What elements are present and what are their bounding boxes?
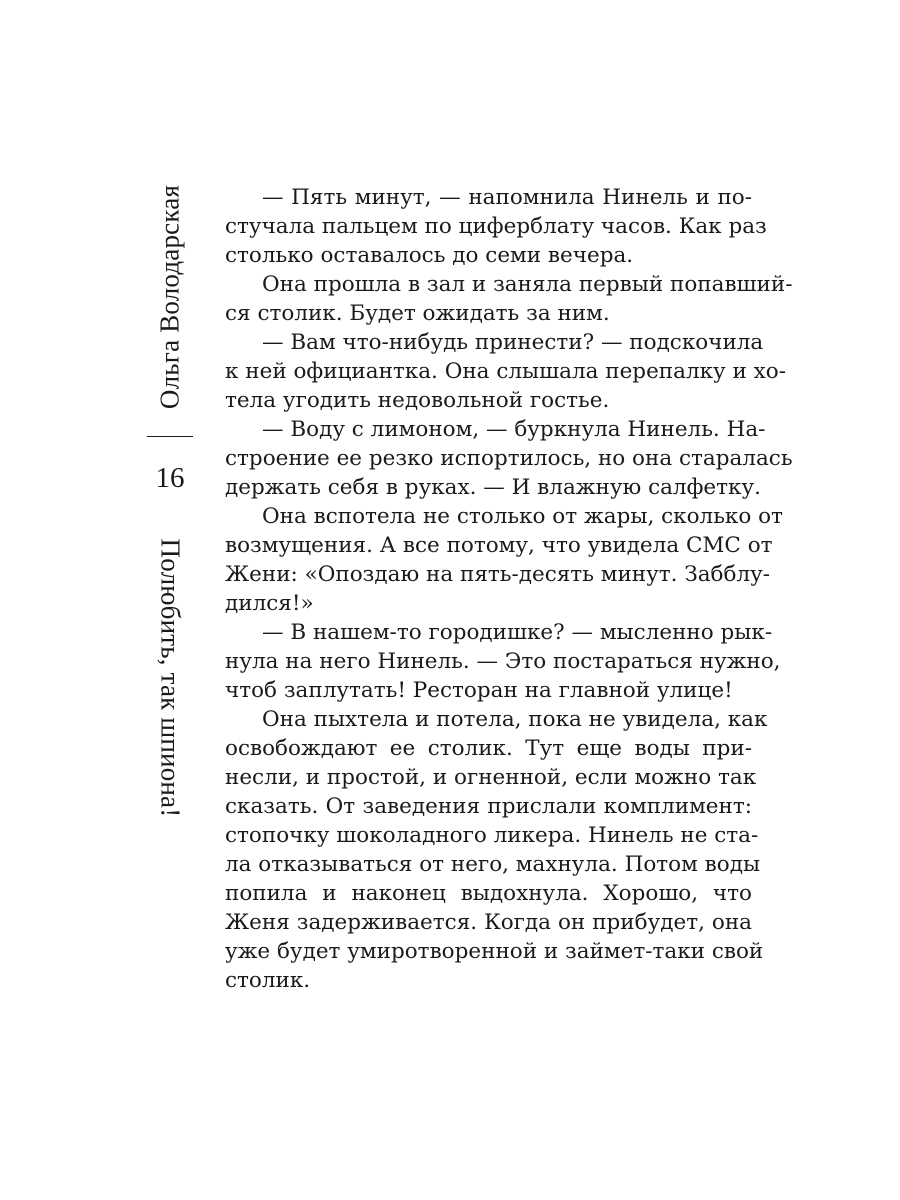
text-line: ся столик. Будет ожидать за ним. bbox=[225, 301, 610, 326]
text-line: дился!» bbox=[225, 591, 314, 616]
author-name: Ольга Володарская bbox=[154, 184, 185, 410]
text-line: — Воду с лимоном, — буркнула Нинель. На- bbox=[262, 417, 766, 442]
text-line: держать себя в руках. — И влажную салфетку. bbox=[225, 475, 761, 500]
text-line: Жени: «Опоздаю на пять-десять минут. Забблу- bbox=[225, 562, 771, 587]
body-text bbox=[225, 183, 793, 995]
text-line: Она вспотела не столько от жары, сколько от bbox=[262, 504, 783, 529]
text-line: к ней официантка. Она слышала перепалку и хо- bbox=[225, 359, 787, 384]
text-line: столик. bbox=[225, 968, 311, 993]
text-line: чтоб заплутать! Ресторан на главной улице! bbox=[225, 678, 733, 703]
text-line: уже будет умиротворенной и займет-таки свой bbox=[225, 939, 764, 964]
text-line: освобождают ее столик. Тут еще воды при- bbox=[225, 736, 752, 761]
text-line: столько оставалось до семи вечера. bbox=[225, 243, 634, 268]
text-line: стопочку шоколадного ликера. Нинель не ста- bbox=[225, 823, 759, 848]
text-line: строение ее резко испортилось, но она старалась bbox=[225, 446, 793, 471]
text-line: сказать. От заведения прислали комплимент: bbox=[225, 794, 752, 819]
page-number: 16 bbox=[155, 462, 185, 494]
text-line: возмущения. А все потому, что увидела СМС от bbox=[225, 533, 773, 558]
text-line: стучала пальцем по циферблату часов. Как раз bbox=[225, 214, 767, 239]
text-line: нула на него Нинель. — Это постараться нужно, bbox=[225, 649, 781, 674]
text-line: несли, и простой, и огненной, если можно так bbox=[225, 765, 757, 790]
text-line: — Вам что-нибудь принести? — подскочила bbox=[262, 330, 764, 355]
text-line: Женя задерживается. Когда он прибудет, она bbox=[225, 910, 752, 935]
text-line: попила и наконец выдохнула. Хорошо, что bbox=[225, 881, 752, 906]
text-line: ла отказываться от него, махнула. Потом воды bbox=[225, 852, 761, 877]
text-line: — Пять минут, — напомнила Нинель и по- bbox=[262, 185, 752, 210]
running-head-divider bbox=[147, 436, 193, 437]
text-line: Она прошла в зал и заняла первый попавший- bbox=[262, 272, 793, 297]
book-title: Полюбить, так шпиона! bbox=[155, 538, 186, 818]
text-line: Она пыхтела и потела, пока не увидела, как bbox=[262, 707, 768, 732]
text-line: — В нашем-то городишке? — мысленно рык- bbox=[262, 620, 773, 645]
text-line: тела угодить недовольной гостье. bbox=[225, 388, 610, 413]
